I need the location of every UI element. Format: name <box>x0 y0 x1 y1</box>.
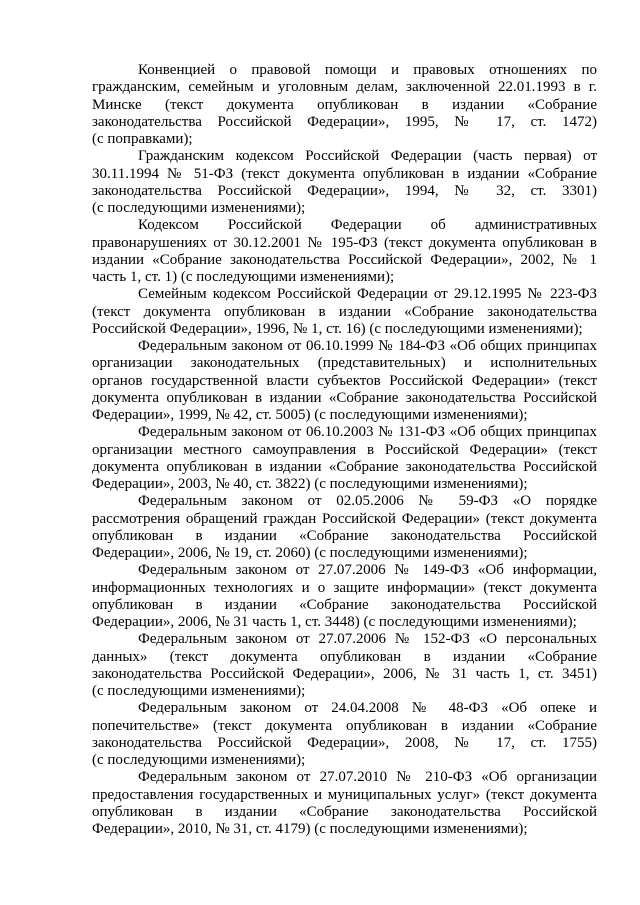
paragraph <box>92 700 597 769</box>
text-line: Федеральным законом от 27.07.2006 № 152-ФЗ «О персональных <box>138 631 597 648</box>
paragraph <box>92 286 597 338</box>
text-line: (с поправками); <box>92 131 193 147</box>
text-line: законодательства Российской Федерации», 1995, № 17, ст. 1472) <box>92 113 597 130</box>
text-line: документа опубликован в издании «Собрание законодательства Российской <box>92 389 597 406</box>
text-line: предоставления государственных и муниципальных услуг» (текст документа <box>92 786 597 803</box>
text-line: Гражданским кодексом Российской Федерации (часть первая) от <box>138 148 597 165</box>
text-line: Федерации», 1999, № 42, ст. 5005) (с последующими изменениями); <box>92 407 528 423</box>
paragraph <box>92 424 597 493</box>
text-line: Минске (текст документа опубликован в издании «Собрание <box>92 96 597 113</box>
text-line: Федерации», 2006, № 19, ст. 2060) (с последующими изменениями); <box>92 545 528 561</box>
text-line: данных» (текст документа опубликован в издании «Собрание <box>92 648 597 665</box>
text-line: организации местного самоуправления в Российской Федерации» (текст <box>92 441 597 458</box>
text-line: законодательства Российской Федерации», 1994, № 32, ст. 3301) <box>92 182 597 199</box>
text-line: Российской Федерации», 1996, № 1, ст. 16) (с последующими изменениями); <box>92 320 583 337</box>
paragraph <box>92 338 597 424</box>
text-line: (с последующими изменениями); <box>92 200 306 216</box>
text-line: издании «Собрание законодательства Российской Федерации», 2002, № 1 <box>92 251 597 268</box>
text-line: Кодексом Российской Федерации об административных <box>138 217 597 234</box>
text-line: Семейным кодексом Российской Федерации от 29.12.1995 № 223-ФЗ <box>138 286 597 303</box>
text-line: Конвенцией о правовой помощи и правовых отношениях по <box>138 62 597 78</box>
text-line: правонарушениях от 30.12.2001 № 195-ФЗ (текст документа опубликован в <box>92 234 597 251</box>
text-line: Федеральным законом от 24.04.2008 № 48-ФЗ «Об опеке и <box>138 700 597 717</box>
text-line: попечительстве» (текст документа опубликован в издании «Собрание <box>92 717 597 734</box>
document-body <box>92 62 597 838</box>
paragraph <box>92 631 597 700</box>
text-line: документа опубликован в издании «Собрание законодательства Российской <box>92 458 597 475</box>
text-line: рассмотрения обращений граждан Российской Федерации» (текст документа <box>92 510 597 527</box>
paragraph <box>92 493 597 562</box>
text-line: Федеральным законом от 06.10.1999 № 184-ФЗ «Об общих принципах <box>138 338 597 354</box>
paragraph <box>92 148 597 217</box>
text-line: Федерации», 2006, № 31 часть 1, ст. 3448) (с последующими изменениями); <box>92 614 577 630</box>
text-line: законодательства Российской Федерации», 2006, № 31 часть 1, ст. 3451) <box>92 665 597 682</box>
text-line: опубликован в издании «Собрание законодательства Российской <box>92 803 597 820</box>
text-line: информационных технологиях и о защите информации» (текст документа <box>92 579 597 596</box>
paragraph <box>92 769 597 838</box>
text-line: Федеральным законом от 06.10.2003 № 131-ФЗ «Об общих принципах <box>138 424 597 441</box>
text-line: опубликован в издании «Собрание законодательства Российской <box>92 527 597 544</box>
text-line: гражданским, семейным и уголовным делам, заключенной 22.01.1993 в г. <box>92 79 597 96</box>
text-line: (с последующими изменениями); <box>92 683 306 699</box>
text-line: Федеральным законом от 02.05.2006 № 59-ФЗ «О порядке <box>138 493 597 510</box>
paragraph <box>92 562 597 631</box>
text-line: Федерации», 2010, № 31, ст. 4179) (с последующими изменениями); <box>92 821 528 837</box>
text-line: Федеральным законом от 27.07.2010 № 210-ФЗ «Об организации <box>138 769 597 786</box>
text-line: 30.11.1994 № 51-ФЗ (текст документа опубликован в издании «Собрание <box>92 165 597 182</box>
text-line: Федеральным законом от 27.07.2006 № 149-ФЗ «Об информации, <box>138 562 597 579</box>
text-line: (с последующими изменениями); <box>92 752 306 768</box>
text-line: законодательства Российской Федерации», 2008, № 17, ст. 1755) <box>92 734 597 751</box>
paragraph <box>92 62 597 148</box>
text-line: опубликован в издании «Собрание законодательства Российской <box>92 596 597 613</box>
paragraph <box>92 217 597 286</box>
text-line: Федерации», 2003, № 40, ст. 3822) (с последующими изменениями); <box>92 476 528 492</box>
text-line: (текст документа опубликован в издании «Собрание законодательства <box>92 303 597 320</box>
text-line: часть 1, ст. 1) (с последующими изменениями); <box>92 269 395 285</box>
text-line: органов государственной власти субъектов Российской Федерации» (текст <box>92 372 597 389</box>
text-line: организации законодательных (представительных) и исполнительных <box>92 355 597 372</box>
